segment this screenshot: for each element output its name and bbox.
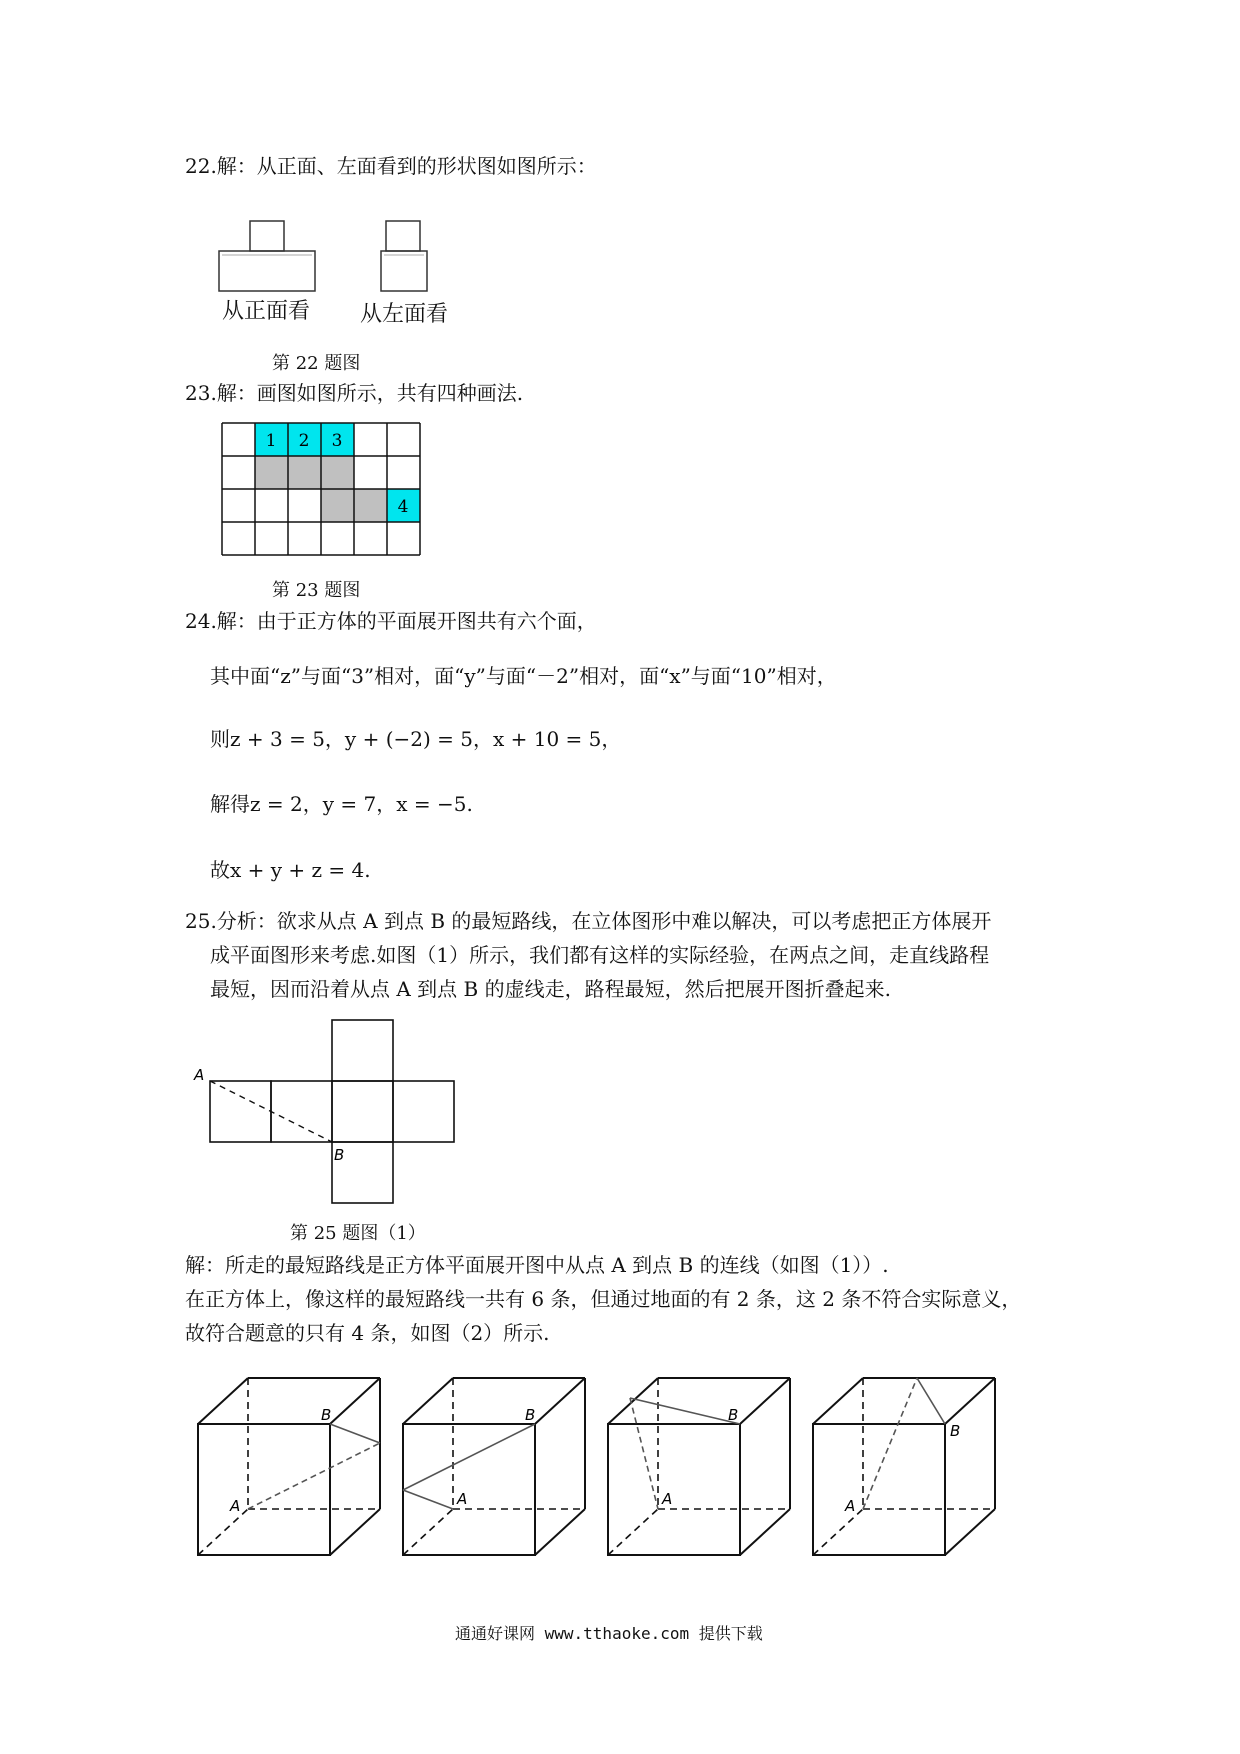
q23-grid-figure xyxy=(222,423,422,563)
q25-cube-figures xyxy=(190,1370,1010,1570)
cube1-label-a: A xyxy=(230,1497,241,1515)
q23-caption: 第 23 题图 xyxy=(272,580,361,601)
q25-sol1: 解：所走的最短路线是正方体平面展开图中从点 A 到点 B 的连线（如图（1））. xyxy=(185,1253,889,1277)
cube3-label-a: A xyxy=(662,1490,673,1508)
q23-cell-1: 1 xyxy=(265,431,277,451)
cube-path-4 xyxy=(813,1378,995,1555)
q24-line3: 则z + 3 = 5，y + (−2) = 5，x + 10 = 5， xyxy=(210,727,622,751)
q22-left-view-figure xyxy=(378,218,438,298)
cube2-label-a: A xyxy=(457,1490,468,1508)
q25-caption: 第 25 题图（1） xyxy=(290,1223,426,1244)
cube4-label-b: B xyxy=(950,1422,961,1440)
q24-line2: 其中面“z”与面“3”相对，面“y”与面“－2”相对，面“x”与面“10”相对， xyxy=(210,664,837,688)
q23-text: 23.解：画图如图所示，共有四种画法. xyxy=(185,381,524,405)
q24-line5: 故x + y + z = 4. xyxy=(210,858,371,882)
cube-path-3 xyxy=(608,1378,790,1555)
cube2-label-b: B xyxy=(525,1406,536,1424)
q23-cell-4: 4 xyxy=(397,497,409,517)
q25-net-label-b: B xyxy=(334,1146,345,1164)
cube-path-2 xyxy=(403,1378,585,1555)
q22-text: 22.解：从正面、左面看到的形状图如图所示： xyxy=(185,154,597,178)
q23-cell-2: 2 xyxy=(298,431,310,451)
q25-net-label-a: A xyxy=(194,1066,205,1084)
q22-left-label: 从左面看 xyxy=(360,302,449,327)
cube1-label-b: B xyxy=(321,1406,332,1424)
q25-cube-net-figure xyxy=(192,1018,462,1208)
q25-line2: 成平面图形来考虑.如图（1）所示，我们都有这样的实际经验，在两点之间，走直线路程 xyxy=(210,943,990,967)
cube-path-1 xyxy=(198,1378,380,1555)
q24-line1: 24.解：由于正方体的平面展开图共有六个面， xyxy=(185,609,597,633)
q25-line3: 最短，因而沿着从点 A 到点 B 的虚线走，路程最短，然后把展开图折叠起来. xyxy=(210,977,891,1001)
cube3-label-b: B xyxy=(728,1406,739,1424)
q24-line4: 解得z = 2，y = 7，x = −5. xyxy=(210,792,473,816)
cube4-label-a: A xyxy=(845,1497,856,1515)
q25-line1: 25.分析：欲求从点 A 到点 B 的最短路线，在立体图形中难以解决，可以考虑把正方体展开 xyxy=(185,909,992,933)
page-footer: 通通好课网 www.tthaoke.com 提供下载 xyxy=(455,1624,763,1643)
q22-front-view-figure xyxy=(218,218,328,298)
q25-sol3: 故符合题意的只有 4 条，如图（2）所示. xyxy=(185,1321,550,1345)
q22-caption: 第 22 题图 xyxy=(272,353,361,374)
q22-front-label: 从正面看 xyxy=(222,299,311,324)
q25-sol2: 在正方体上，像这样的最短路线一共有 6 条，但通过地面的有 2 条，这 2 条不符合实际意义， xyxy=(185,1287,1022,1311)
q23-cell-3: 3 xyxy=(331,431,343,451)
